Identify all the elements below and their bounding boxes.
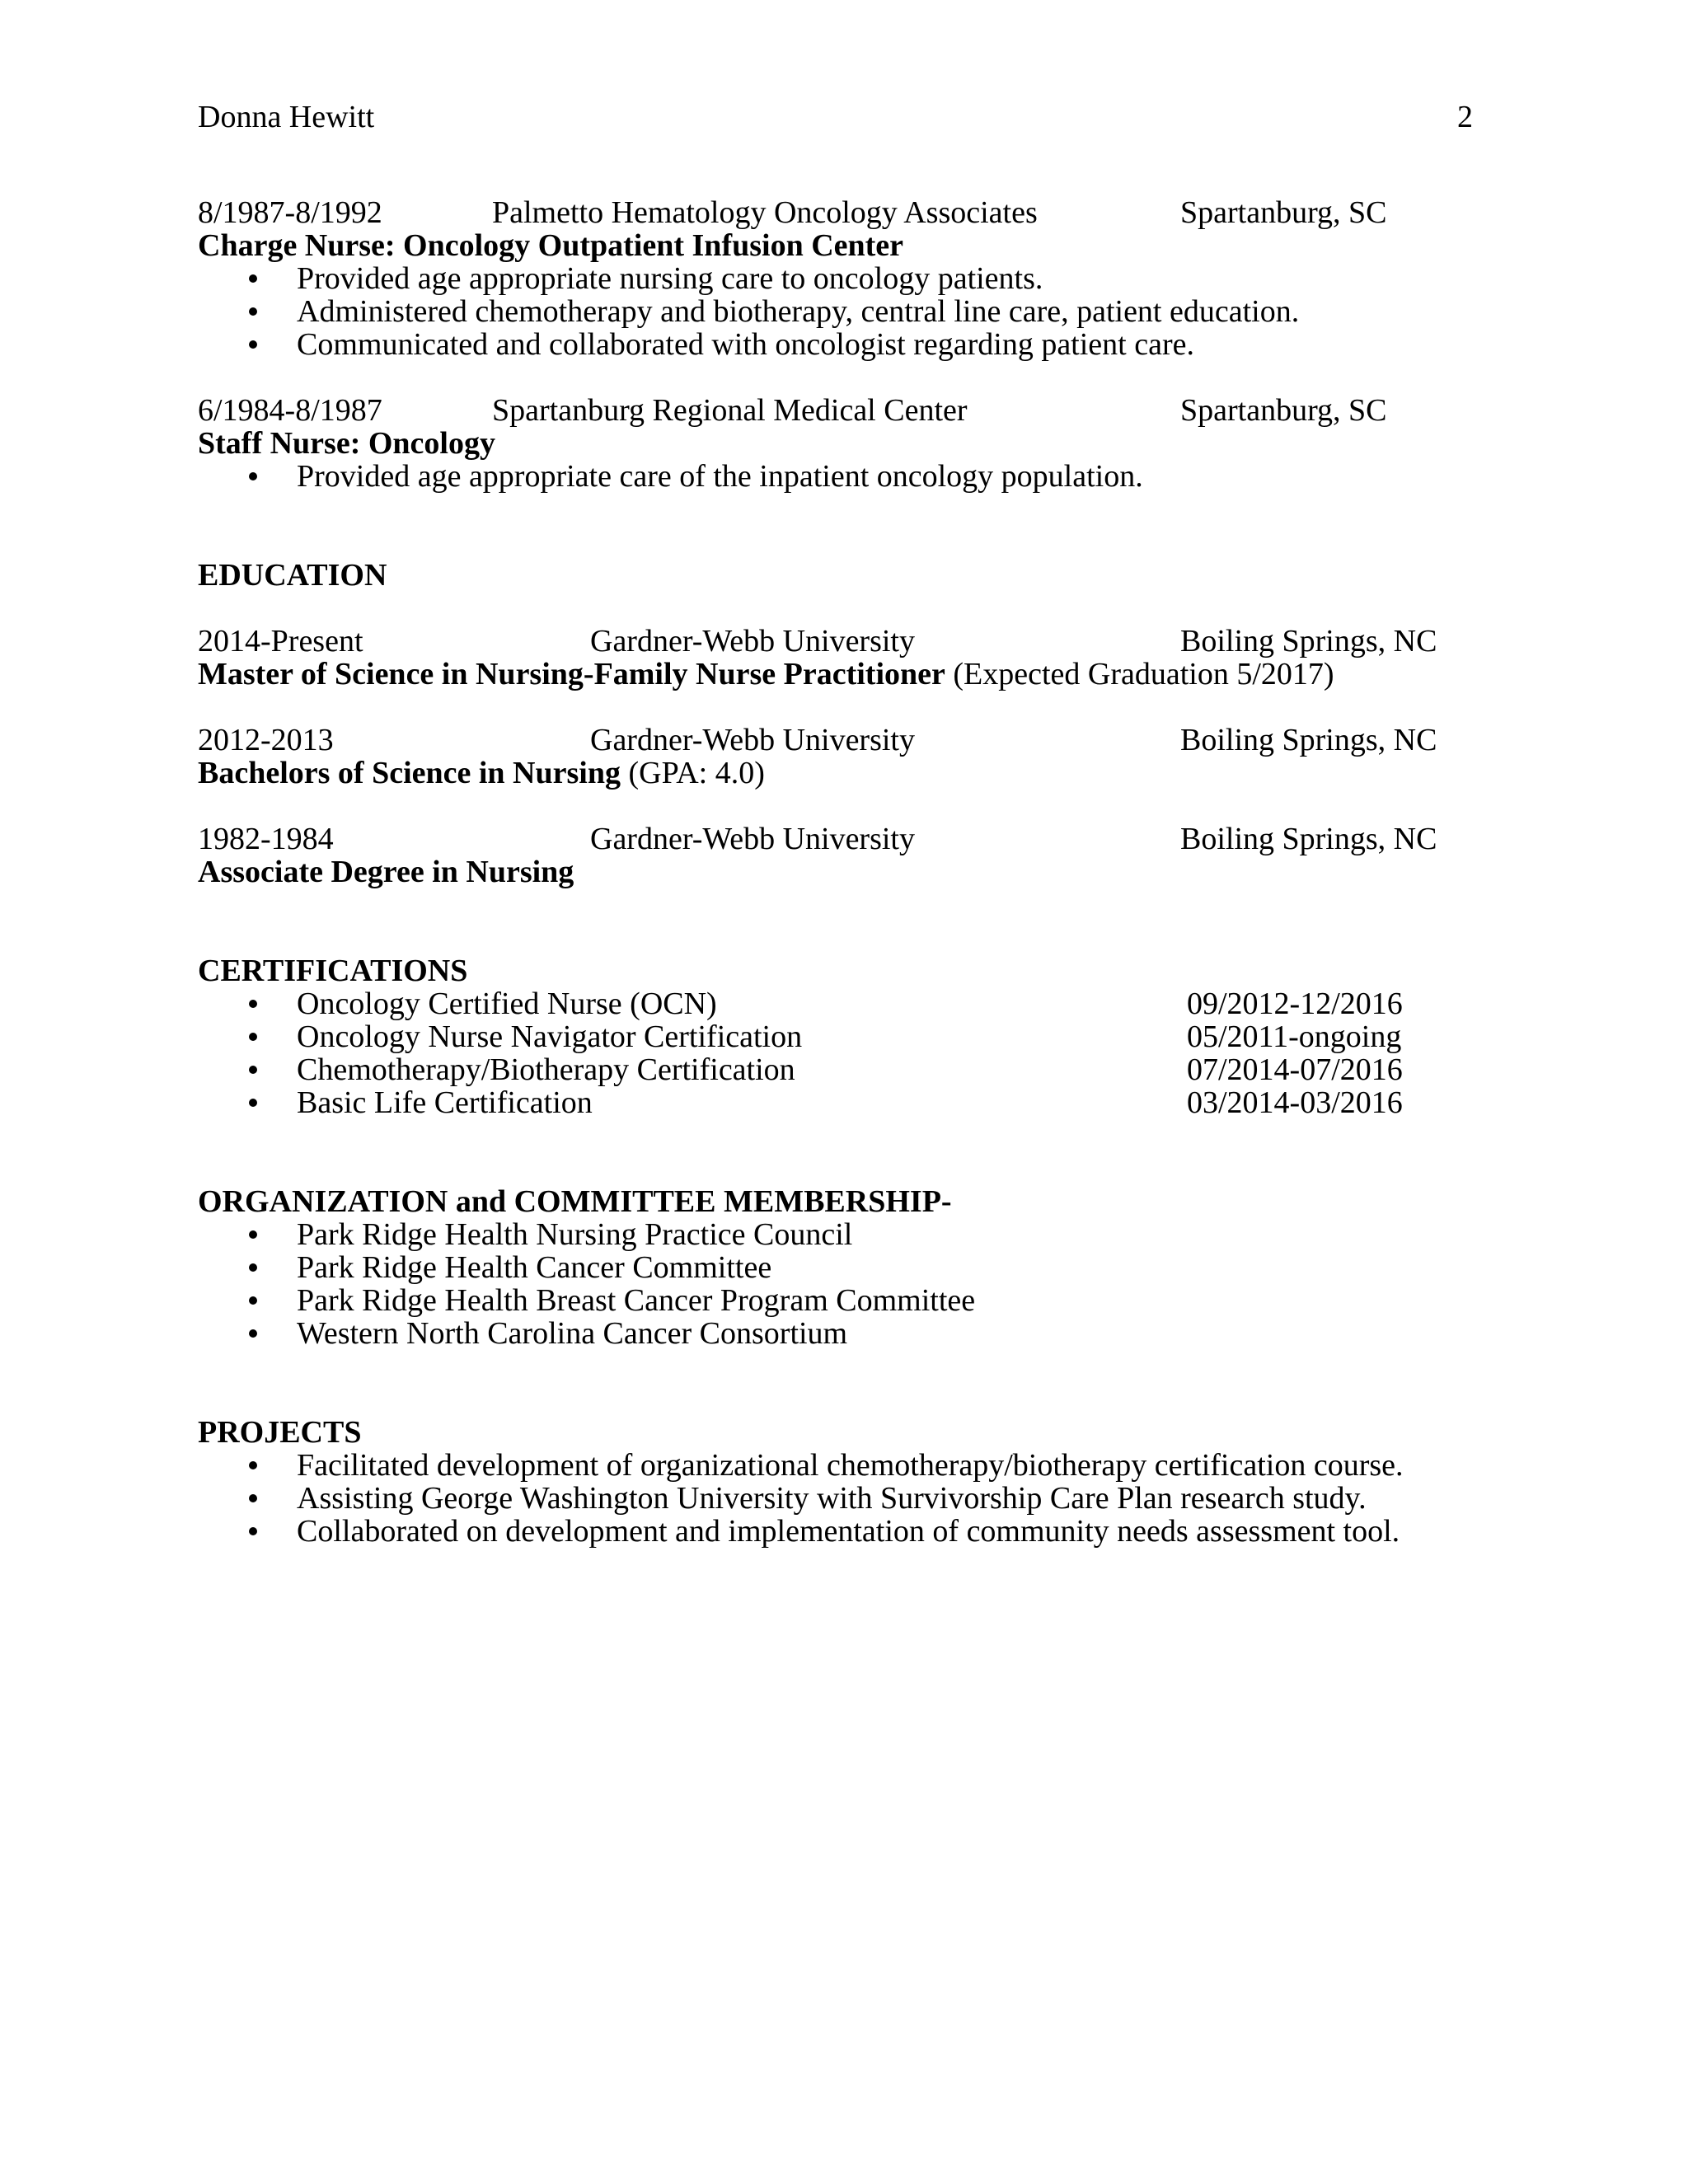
education-dates: 1982-1984 — [198, 822, 334, 856]
certification-name: Chemotherapy/Biotherapy Certification — [297, 1052, 795, 1087]
certification-dates: 09/2012-12/2016 — [1187, 987, 1403, 1021]
list-item: Administered chemotherapy and biotherapy, central line care, patient education. — [198, 295, 1299, 328]
list-item — [198, 1085, 1403, 1120]
certification-name: Oncology Certified Nurse (OCN) — [297, 987, 717, 1021]
job-location: Spartanburg, SC — [1180, 393, 1387, 428]
section-heading-education: EDUCATION — [198, 558, 387, 593]
education-school: Gardner-Webb University — [590, 624, 915, 658]
certification-name: Basic Life Certification — [297, 1085, 593, 1120]
education-degree: Associate Degree in Nursing — [198, 855, 574, 889]
header-name: Donna Hewitt — [198, 100, 375, 134]
job-dates: 8/1987-8/1992 — [198, 195, 382, 230]
education-degree-line — [198, 757, 765, 790]
list-item: Provided age appropriate nursing care to oncology patients. — [198, 262, 1299, 295]
job-duties-list — [198, 262, 1299, 361]
job-location: Spartanburg, SC — [1180, 195, 1387, 230]
job-dates: 6/1984-8/1987 — [198, 393, 382, 428]
certification-dates: 05/2011-ongoing — [1187, 1019, 1402, 1054]
certification-dates: 03/2014-03/2016 — [1187, 1085, 1403, 1120]
education-school: Gardner-Webb University — [590, 723, 915, 757]
section-heading-projects: PROJECTS — [198, 1415, 362, 1450]
projects-list — [198, 1449, 1404, 1548]
list-item: Communicated and collaborated with oncologist regarding patient care. — [198, 328, 1299, 361]
list-item — [198, 1019, 1402, 1054]
education-degree-line — [198, 855, 574, 888]
list-item: Park Ridge Health Nursing Practice Council — [198, 1218, 975, 1251]
list-item: Park Ridge Health Cancer Committee — [198, 1251, 975, 1284]
job-employer: Spartanburg Regional Medical Center — [492, 393, 968, 428]
job-title: Charge Nurse: Oncology Outpatient Infusion Center — [198, 228, 904, 263]
list-item: Facilitated development of organizational chemotherapy/biotherapy certification course. — [198, 1449, 1404, 1482]
list-item: Western North Carolina Cancer Consortium — [198, 1317, 975, 1350]
certification-dates: 07/2014-07/2016 — [1187, 1052, 1403, 1087]
education-degree-line — [198, 658, 1334, 691]
education-degree: Bachelors of Science in Nursing — [198, 756, 621, 790]
education-location: Boiling Springs, NC — [1180, 723, 1437, 757]
list-item — [198, 987, 1403, 1021]
job-duties-list — [198, 460, 1143, 493]
section-heading-organizations: ORGANIZATION and COMMITTEE MEMBERSHIP- — [198, 1184, 952, 1219]
education-note: (GPA: 4.0) — [628, 756, 765, 790]
list-item: Assisting George Washington University with Survivorship Care Plan research study. — [198, 1482, 1404, 1515]
certifications-list — [198, 987, 1403, 1120]
education-location: Boiling Springs, NC — [1180, 624, 1437, 658]
job-employer: Palmetto Hematology Oncology Associates — [492, 195, 1038, 230]
education-note: (Expected Graduation 5/2017) — [953, 657, 1334, 691]
list-item: Collaborated on development and implementation of community needs assessment tool. — [198, 1515, 1404, 1548]
list-item: Provided age appropriate care of the inpatient oncology population. — [198, 460, 1143, 493]
education-dates: 2014-Present — [198, 624, 363, 658]
page-number: 2 — [1457, 100, 1473, 134]
organizations-list — [198, 1218, 975, 1350]
job-title: Staff Nurse: Oncology — [198, 426, 495, 461]
education-location: Boiling Springs, NC — [1180, 822, 1437, 856]
list-item: Park Ridge Health Breast Cancer Program Committee — [198, 1284, 975, 1317]
education-school: Gardner-Webb University — [590, 822, 915, 856]
education-degree: Master of Science in Nursing-Family Nurse Practitioner — [198, 657, 945, 691]
education-dates: 2012-2013 — [198, 723, 334, 757]
certification-name: Oncology Nurse Navigator Certification — [297, 1019, 803, 1054]
section-heading-certifications: CERTIFICATIONS — [198, 954, 468, 988]
list-item — [198, 1052, 1403, 1087]
